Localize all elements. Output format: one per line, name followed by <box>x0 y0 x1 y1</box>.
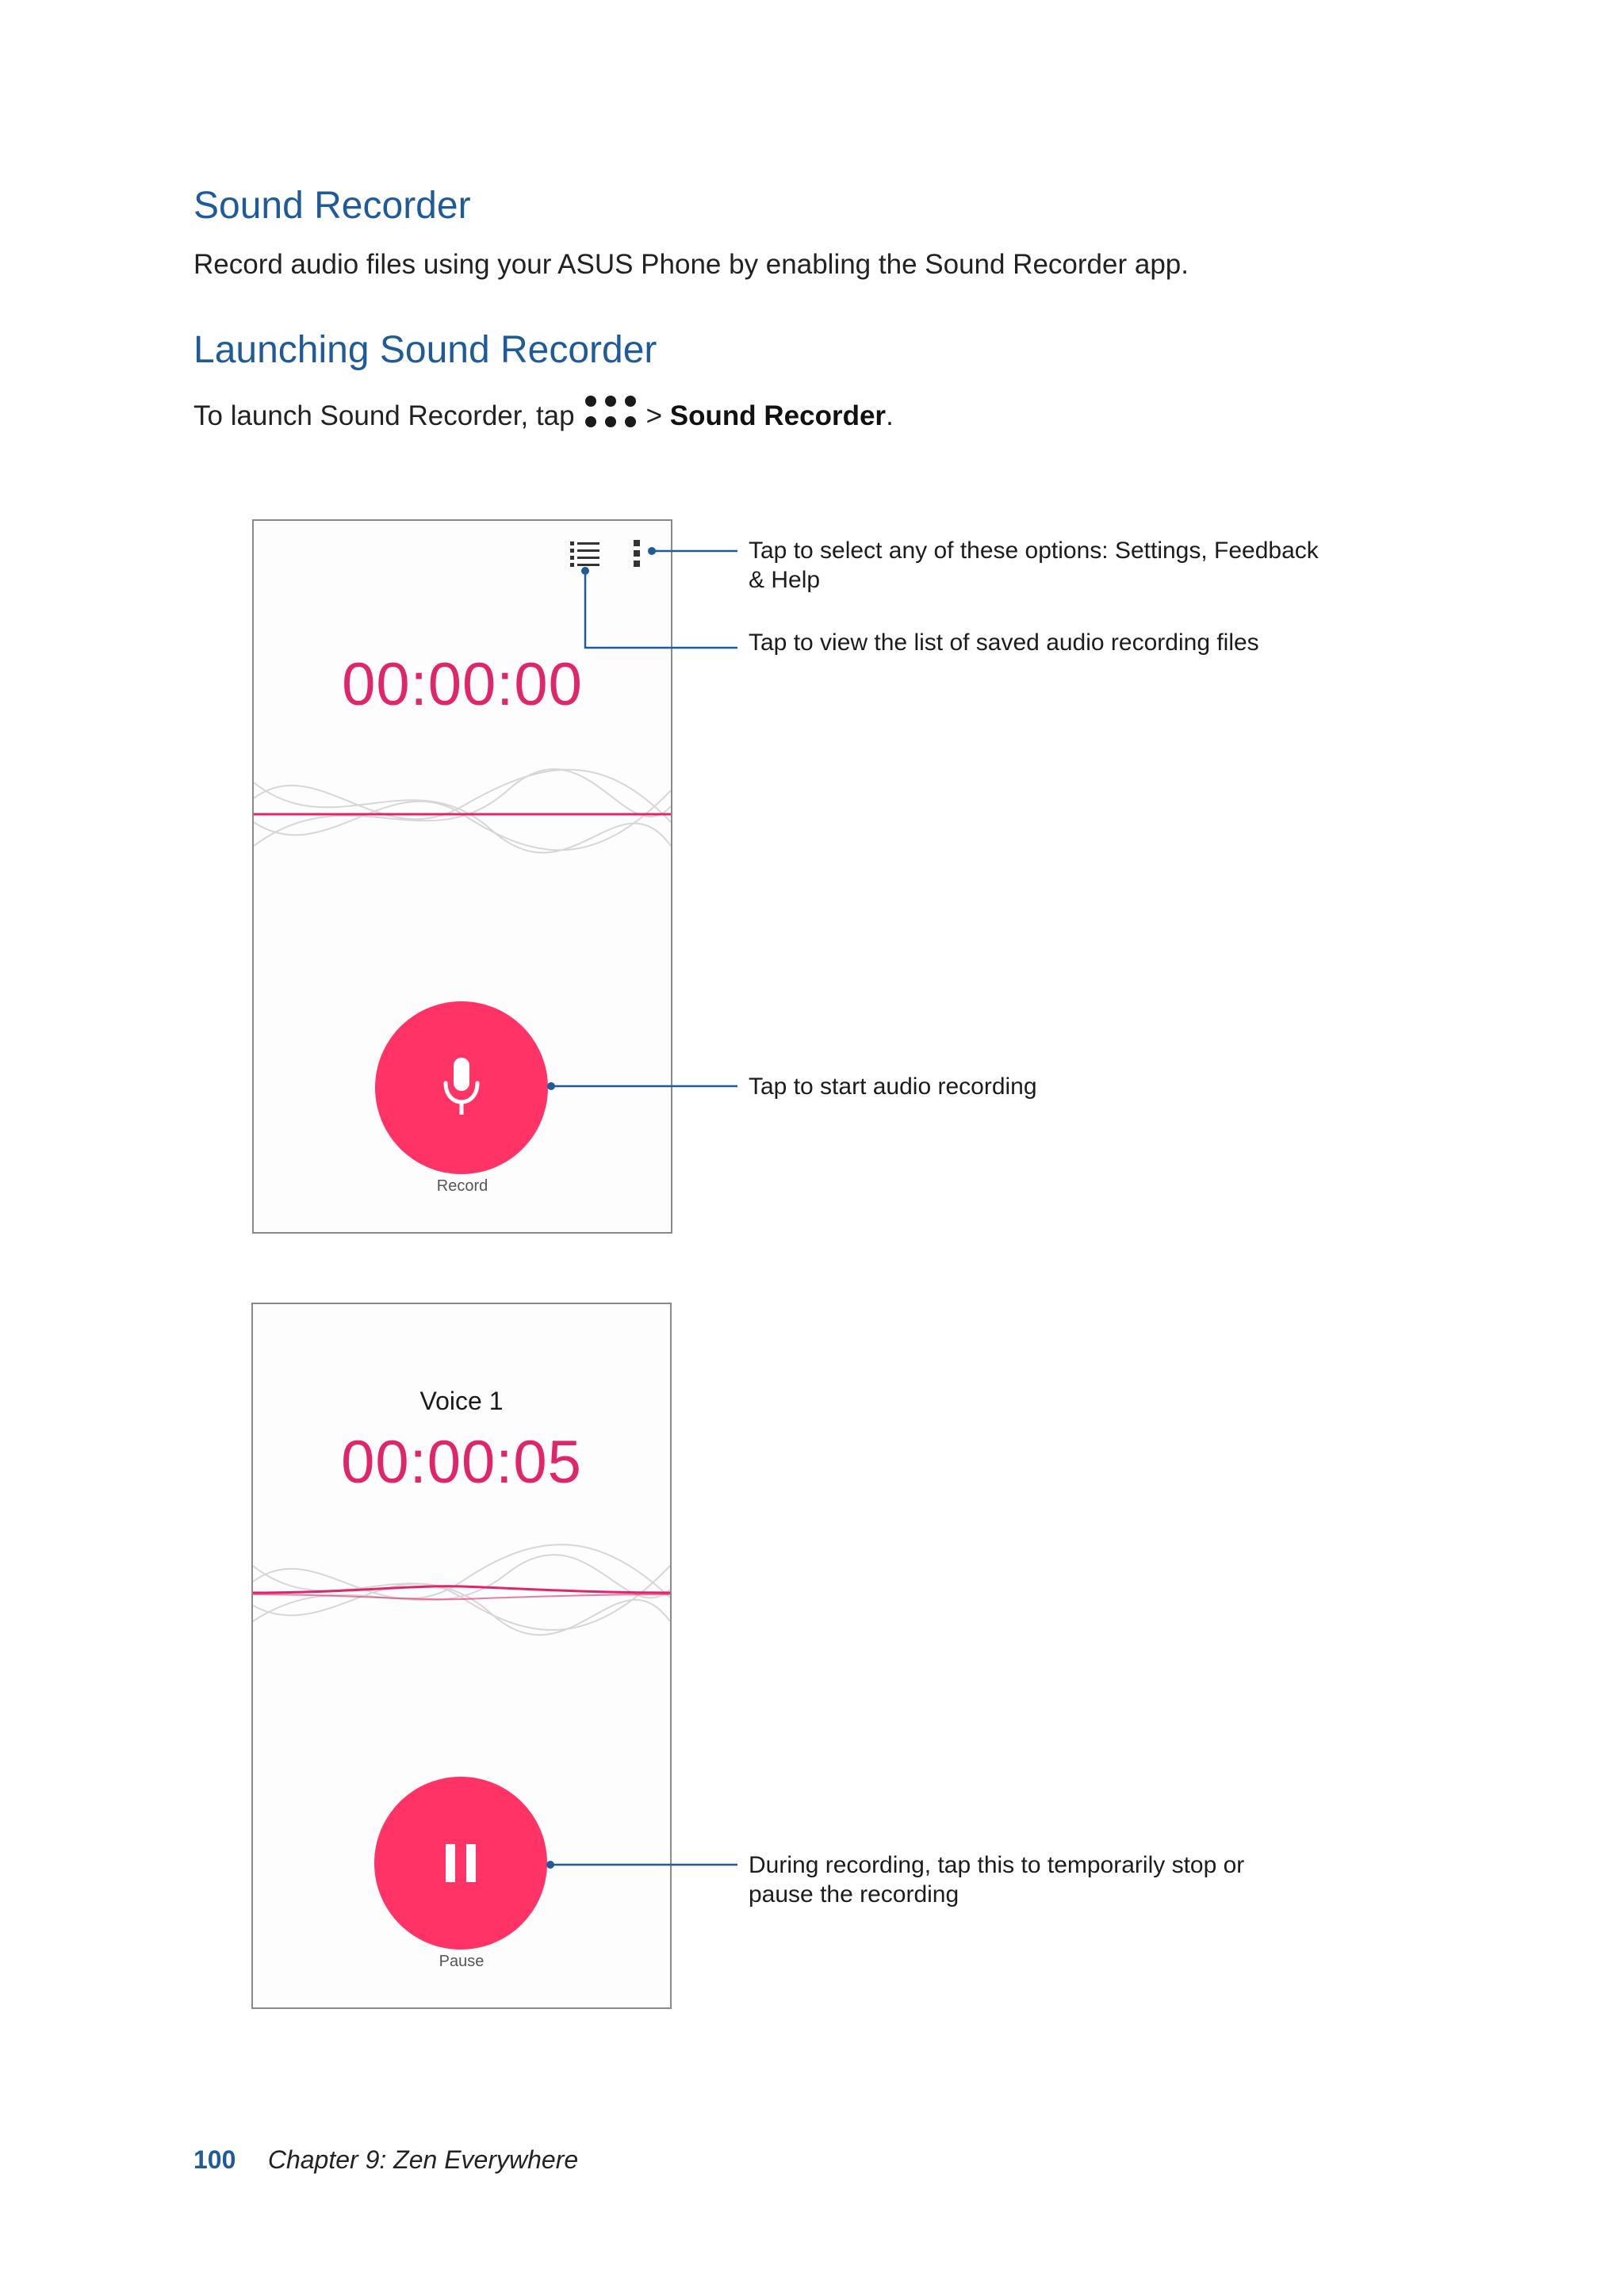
callout-record: Tap to start audio recording <box>749 1073 1037 1100</box>
instruction-prefix: To launch Sound Recorder, tap <box>193 400 575 431</box>
recording-timer: 00:00:05 <box>341 1429 582 1496</box>
pause-label: Pause <box>439 1953 485 1970</box>
callout-list: Tap to view the list of saved audio recording files <box>749 629 1259 656</box>
page-number: 100 <box>193 2145 236 2174</box>
instruction-suffix: . <box>886 400 894 431</box>
section-title: Sound Recorder <box>193 185 471 227</box>
subsection-title: Launching Sound Recorder <box>193 329 657 371</box>
chapter-title: Chapter 9: Zen Everywhere <box>267 2145 579 2174</box>
recording-timer: 00:00:00 <box>342 651 583 718</box>
callout-pause: During recording, tap this to temporarily stop or pause the recording <box>749 1852 1245 1908</box>
page-footer <box>193 2145 578 2175</box>
callout-menu: Tap to select any of these options: Settings, Feedback & Help <box>749 538 1319 593</box>
instruction-separator: > <box>645 400 663 431</box>
recording-title: Voice 1 <box>419 1387 504 1415</box>
instruction-target: Sound Recorder <box>669 400 887 431</box>
record-label: Record <box>436 1177 488 1195</box>
section-intro: Record audio files using your ASUS Phone by enabling the Sound Recorder app. <box>193 249 1189 280</box>
